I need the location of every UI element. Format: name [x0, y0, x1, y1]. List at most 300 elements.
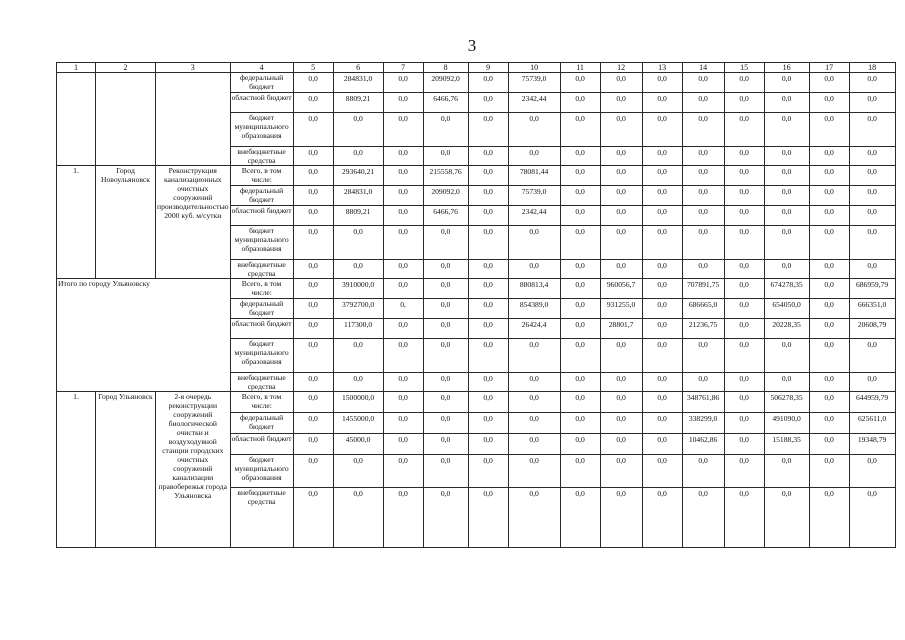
value-cell: 0,0	[423, 147, 468, 166]
value-cell: 0,0	[682, 373, 724, 392]
value-cell: 1500000,0	[333, 392, 383, 413]
value-cell: 215558,76	[423, 166, 468, 186]
funding-source-cell: внебюджетные средства	[230, 260, 293, 279]
value-cell: 0,0	[849, 186, 895, 206]
value-cell: 0,0	[383, 166, 423, 186]
value-cell: 28801,7	[600, 319, 642, 339]
funding-source-cell: Всего, в том числе:	[230, 392, 293, 413]
value-cell: 0,0	[809, 226, 849, 260]
value-cell: 0,0	[809, 373, 849, 392]
value-cell: 0,0	[423, 279, 468, 299]
value-cell: 0,0	[849, 488, 895, 548]
value-cell: 0,0	[293, 166, 333, 186]
value-cell: 0,0	[560, 413, 600, 434]
value-cell: 2342,44	[508, 93, 560, 113]
value-cell: 0,0	[600, 434, 642, 455]
value-cell: 0,0	[600, 166, 642, 186]
value-cell: 0,0	[724, 488, 764, 548]
value-cell: 0,0	[600, 260, 642, 279]
value-cell: 45000,0	[333, 434, 383, 455]
value-cell: 0,0	[764, 373, 809, 392]
value-cell: 0,0	[682, 113, 724, 147]
value-cell: 0,0	[724, 434, 764, 455]
value-cell: 0,0	[682, 186, 724, 206]
value-cell: 0,0	[383, 413, 423, 434]
value-cell: 0,0	[508, 392, 560, 413]
value-cell: 0,0	[724, 455, 764, 488]
value-cell: 0,0	[682, 73, 724, 93]
value-cell: 0,0	[682, 488, 724, 548]
value-cell: 0,0	[333, 226, 383, 260]
value-cell: 686959,79	[849, 279, 895, 299]
value-cell: 0,0	[560, 319, 600, 339]
row-number-cell: 1.	[57, 392, 96, 548]
value-cell: 0,0	[468, 93, 508, 113]
value-cell: 0,0	[423, 455, 468, 488]
value-cell: 0,0	[642, 373, 682, 392]
value-cell: 0,0	[560, 279, 600, 299]
value-cell: 3792700,0	[333, 299, 383, 319]
municipality-cell: Город Ульяновск	[96, 392, 156, 548]
column-number-header: 13	[642, 63, 682, 73]
value-cell: 0,0	[642, 93, 682, 113]
value-cell: 0,0	[560, 226, 600, 260]
value-cell: 644959,79	[849, 392, 895, 413]
value-cell: 0,0	[468, 488, 508, 548]
column-number-header: 15	[724, 63, 764, 73]
value-cell: 0,	[383, 299, 423, 319]
value-cell: 0,0	[724, 392, 764, 413]
value-cell: 0,0	[764, 73, 809, 93]
value-cell: 0,0	[849, 455, 895, 488]
funding-source-cell: бюджет муниципального образования	[230, 455, 293, 488]
value-cell: 0,0	[468, 226, 508, 260]
value-cell: 0,0	[293, 488, 333, 548]
value-cell: 0,0	[333, 488, 383, 548]
value-cell: 0,0	[764, 226, 809, 260]
value-cell: 0,0	[293, 434, 333, 455]
budget-table	[56, 62, 896, 548]
value-cell: 0,0	[809, 455, 849, 488]
value-cell: 0,0	[849, 166, 895, 186]
value-cell: 0,0	[642, 73, 682, 93]
value-cell: 117300,0	[333, 319, 383, 339]
value-cell: 0,0	[724, 226, 764, 260]
page-number: 3	[467, 36, 477, 55]
value-cell: 0,0	[724, 373, 764, 392]
value-cell: 0,0	[764, 186, 809, 206]
value-cell: 0,0	[724, 186, 764, 206]
value-cell: 0,0	[809, 260, 849, 279]
value-cell: 0,0	[293, 186, 333, 206]
value-cell: 0,0	[423, 319, 468, 339]
value-cell: 0,0	[468, 166, 508, 186]
object-name-cell: Реконструкция канализационных очистных сооружений производительностью 2000 куб. м/сутки	[156, 166, 231, 279]
column-number-header: 5	[293, 63, 333, 73]
value-cell: 0,0	[293, 93, 333, 113]
value-cell: 2342,44	[508, 206, 560, 226]
value-cell: 0,0	[764, 166, 809, 186]
column-number-header: 18	[849, 63, 895, 73]
value-cell: 0,0	[423, 260, 468, 279]
value-cell: 0,0	[293, 260, 333, 279]
value-cell: 0,0	[682, 339, 724, 373]
value-cell: 0,0	[642, 339, 682, 373]
value-cell: 0,0	[293, 373, 333, 392]
value-cell: 0,0	[764, 488, 809, 548]
value-cell: 0,0	[333, 260, 383, 279]
value-cell: 0,0	[508, 260, 560, 279]
value-cell: 0,0	[560, 113, 600, 147]
value-cell: 6466,76	[423, 206, 468, 226]
value-cell: 0,0	[383, 147, 423, 166]
funding-source-cell: бюджет муниципального образования	[230, 339, 293, 373]
value-cell: 0,0	[560, 166, 600, 186]
value-cell: 0,0	[383, 434, 423, 455]
value-cell: 0,0	[809, 147, 849, 166]
value-cell: 0,0	[724, 260, 764, 279]
value-cell: 0,0	[560, 488, 600, 548]
value-cell: 0,0	[423, 392, 468, 413]
value-cell: 0,0	[764, 147, 809, 166]
value-cell: 0,0	[724, 279, 764, 299]
value-cell: 21236,75	[682, 319, 724, 339]
column-number-header: 6	[333, 63, 383, 73]
value-cell: 0,0	[293, 455, 333, 488]
value-cell: 0,0	[560, 186, 600, 206]
value-cell: 0,0	[600, 113, 642, 147]
value-cell: 0,0	[809, 392, 849, 413]
municipality-cell: Город Новоульяновск	[96, 166, 156, 279]
value-cell: 0,0	[293, 413, 333, 434]
value-cell: 0,0	[293, 319, 333, 339]
value-cell: 666351,0	[849, 299, 895, 319]
value-cell: 0,0	[724, 339, 764, 373]
value-cell: 0,0	[642, 147, 682, 166]
table-row	[57, 166, 896, 186]
value-cell: 0,0	[560, 455, 600, 488]
value-cell: 0,0	[468, 147, 508, 166]
value-cell: 0,0	[560, 299, 600, 319]
value-cell: 0,0	[468, 392, 508, 413]
value-cell: 0,0	[849, 147, 895, 166]
value-cell: 0,0	[508, 434, 560, 455]
value-cell: 0,0	[849, 113, 895, 147]
row-number-cell	[57, 73, 96, 166]
municipality-cell	[96, 73, 156, 166]
funding-source-cell: внебюджетные средства	[230, 373, 293, 392]
value-cell: 0,0	[849, 73, 895, 93]
value-cell: 0,0	[682, 93, 724, 113]
value-cell: 0,0	[642, 206, 682, 226]
value-cell: 0,0	[809, 339, 849, 373]
value-cell: 0,0	[682, 260, 724, 279]
funding-source-cell: федеральный бюджет	[230, 413, 293, 434]
value-cell: 0,0	[724, 147, 764, 166]
value-cell: 0,0	[682, 455, 724, 488]
value-cell: 0,0	[383, 186, 423, 206]
value-cell: 0,0	[600, 206, 642, 226]
value-cell: 0,0	[468, 455, 508, 488]
column-number-header: 9	[468, 63, 508, 73]
value-cell: 0,0	[468, 339, 508, 373]
value-cell: 0,0	[642, 186, 682, 206]
value-cell: 0,0	[468, 260, 508, 279]
value-cell: 78081,44	[508, 166, 560, 186]
row-number-cell: 1.	[57, 166, 96, 279]
value-cell: 0,0	[849, 373, 895, 392]
value-cell: 880813,4	[508, 279, 560, 299]
column-number-header: 14	[682, 63, 724, 73]
value-cell: 0,0	[560, 392, 600, 413]
column-number-header: 10	[508, 63, 560, 73]
table-row	[57, 279, 896, 299]
value-cell: 0,0	[642, 413, 682, 434]
value-cell: 0,0	[383, 93, 423, 113]
value-cell: 0,0	[468, 206, 508, 226]
value-cell: 0,0	[468, 319, 508, 339]
value-cell: 0,0	[724, 299, 764, 319]
column-number-header: 11	[560, 63, 600, 73]
value-cell: 10462,86	[682, 434, 724, 455]
value-cell: 0,0	[383, 339, 423, 373]
value-cell: 0,0	[333, 373, 383, 392]
value-cell: 0,0	[423, 339, 468, 373]
value-cell: 0,0	[293, 339, 333, 373]
value-cell: 0,0	[642, 299, 682, 319]
value-cell: 0,0	[333, 455, 383, 488]
value-cell: 0,0	[468, 113, 508, 147]
value-cell: 0,0	[642, 488, 682, 548]
value-cell: 506278,35	[764, 392, 809, 413]
value-cell: 0,0	[600, 373, 642, 392]
value-cell: 0,0	[560, 93, 600, 113]
value-cell: 0,0	[600, 413, 642, 434]
value-cell: 0,0	[682, 147, 724, 166]
value-cell: 0,0	[600, 73, 642, 93]
value-cell: 0,0	[764, 339, 809, 373]
value-cell: 625611,0	[849, 413, 895, 434]
value-cell: 0,0	[600, 93, 642, 113]
value-cell: 0,0	[293, 226, 333, 260]
value-cell: 0,0	[600, 186, 642, 206]
value-cell: 0,0	[560, 147, 600, 166]
value-cell: 0,0	[642, 260, 682, 279]
value-cell: 0,0	[600, 392, 642, 413]
value-cell: 0,0	[809, 113, 849, 147]
value-cell: 654050,0	[764, 299, 809, 319]
column-number-header: 4	[230, 63, 293, 73]
object-name-cell: 2-я очередь реконструкции сооружений биологической очистки и воздуходувной станции городских очистных сооружений канализации правобережья города Ульяновска	[156, 392, 231, 548]
value-cell: 0,0	[600, 226, 642, 260]
value-cell: 0,0	[468, 186, 508, 206]
value-cell: 0,0	[764, 93, 809, 113]
value-cell: 0,0	[764, 260, 809, 279]
funding-source-cell: областной бюджет	[230, 319, 293, 339]
table-row	[57, 73, 896, 93]
value-cell: 931255,0	[600, 299, 642, 319]
funding-source-cell: Всего, в том числе:	[230, 279, 293, 299]
value-cell: 0,0	[293, 279, 333, 299]
column-number-header: 8	[423, 63, 468, 73]
value-cell: 209092,0	[423, 186, 468, 206]
column-number-header: 17	[809, 63, 849, 73]
value-cell: 0,0	[383, 455, 423, 488]
value-cell: 75739,0	[508, 186, 560, 206]
value-cell: 0,0	[600, 488, 642, 548]
value-cell: 0,0	[383, 392, 423, 413]
value-cell: 0,0	[468, 299, 508, 319]
table-row	[57, 392, 896, 413]
funding-source-cell: бюджет муниципального образования	[230, 226, 293, 260]
value-cell: 0,0	[333, 339, 383, 373]
funding-source-cell: внебюджетные средства	[230, 147, 293, 166]
funding-source-cell: бюджет муниципального образования	[230, 113, 293, 147]
value-cell: 0,0	[423, 413, 468, 434]
value-cell: 0,0	[724, 166, 764, 186]
value-cell: 0,0	[809, 186, 849, 206]
value-cell: 0,0	[383, 319, 423, 339]
value-cell: 854389,0	[508, 299, 560, 319]
value-cell: 209092,0	[423, 73, 468, 93]
value-cell: 19348,79	[849, 434, 895, 455]
value-cell: 20228,35	[764, 319, 809, 339]
value-cell: 0,0	[809, 73, 849, 93]
value-cell: 0,0	[423, 113, 468, 147]
object-name-cell	[156, 73, 231, 166]
value-cell: 0,0	[423, 226, 468, 260]
value-cell: 0,0	[508, 113, 560, 147]
value-cell: 0,0	[383, 373, 423, 392]
column-number-header: 12	[600, 63, 642, 73]
value-cell: 0,0	[642, 113, 682, 147]
funding-source-cell: областной бюджет	[230, 206, 293, 226]
value-cell: 1455000,0	[333, 413, 383, 434]
header-row	[57, 63, 896, 73]
value-cell: 284831,0	[333, 73, 383, 93]
value-cell: 0,0	[724, 113, 764, 147]
value-cell: 0,0	[423, 434, 468, 455]
value-cell: 6466,76	[423, 93, 468, 113]
value-cell: 0,0	[333, 147, 383, 166]
value-cell: 0,0	[642, 226, 682, 260]
value-cell: 674278,35	[764, 279, 809, 299]
column-number-header: 1	[57, 63, 96, 73]
value-cell: 0,0	[600, 147, 642, 166]
funding-source-cell: областной бюджет	[230, 93, 293, 113]
value-cell: 3910000,0	[333, 279, 383, 299]
value-cell: 0,0	[849, 226, 895, 260]
value-cell: 0,0	[560, 260, 600, 279]
funding-source-cell: внебюджетные средства	[230, 488, 293, 548]
value-cell: 0,0	[764, 455, 809, 488]
value-cell: 0,0	[508, 373, 560, 392]
value-cell: 0,0	[383, 488, 423, 548]
value-cell: 15188,35	[764, 434, 809, 455]
total-label-cell: Итого по городу Ульяновску	[57, 279, 231, 392]
value-cell: 0,0	[383, 206, 423, 226]
value-cell: 0,0	[809, 299, 849, 319]
value-cell: 0,0	[642, 319, 682, 339]
value-cell: 0,0	[423, 373, 468, 392]
value-cell: 686665,0	[682, 299, 724, 319]
column-number-header: 3	[156, 63, 231, 73]
value-cell: 0,0	[849, 260, 895, 279]
value-cell: 0,0	[682, 226, 724, 260]
value-cell: 0,0	[383, 73, 423, 93]
value-cell: 0,0	[508, 413, 560, 434]
value-cell: 75739,0	[508, 73, 560, 93]
column-number-header: 2	[96, 63, 156, 73]
value-cell: 0,0	[682, 206, 724, 226]
value-cell: 0,0	[423, 488, 468, 548]
value-cell: 0,0	[642, 392, 682, 413]
value-cell: 0,0	[293, 147, 333, 166]
value-cell: 0,0	[560, 339, 600, 373]
value-cell: 0,0	[764, 206, 809, 226]
value-cell: 348761,86	[682, 392, 724, 413]
value-cell: 0,0	[423, 299, 468, 319]
value-cell: 0,0	[508, 488, 560, 548]
value-cell: 0,0	[809, 319, 849, 339]
value-cell: 0,0	[849, 339, 895, 373]
value-cell: 0,0	[293, 299, 333, 319]
value-cell: 0,0	[809, 488, 849, 548]
value-cell: 0,0	[724, 413, 764, 434]
funding-source-cell: Всего, в том числе:	[230, 166, 293, 186]
value-cell: 20608,79	[849, 319, 895, 339]
value-cell: 0,0	[383, 260, 423, 279]
funding-source-cell: федеральный бюджет	[230, 299, 293, 319]
value-cell: 0,0	[333, 113, 383, 147]
value-cell: 0,0	[383, 279, 423, 299]
value-cell: 0,0	[508, 226, 560, 260]
value-cell: 0,0	[468, 279, 508, 299]
value-cell: 293640,21	[333, 166, 383, 186]
value-cell: 338299,0	[682, 413, 724, 434]
value-cell: 284831,0	[333, 186, 383, 206]
column-number-header: 7	[383, 63, 423, 73]
value-cell: 707891,75	[682, 279, 724, 299]
value-cell: 960056,7	[600, 279, 642, 299]
value-cell: 0,0	[724, 206, 764, 226]
value-cell: 0,0	[724, 73, 764, 93]
value-cell: 0,0	[468, 434, 508, 455]
value-cell: 0,0	[809, 206, 849, 226]
value-cell: 8809,21	[333, 93, 383, 113]
value-cell: 0,0	[508, 339, 560, 373]
value-cell: 0,0	[642, 455, 682, 488]
value-cell: 0,0	[508, 147, 560, 166]
value-cell: 0,0	[724, 93, 764, 113]
value-cell: 0,0	[849, 206, 895, 226]
value-cell: 0,0	[383, 226, 423, 260]
value-cell: 0,0	[600, 339, 642, 373]
value-cell: 0,0	[724, 319, 764, 339]
value-cell: 0,0	[293, 206, 333, 226]
value-cell: 491090,0	[764, 413, 809, 434]
value-cell: 0,0	[508, 455, 560, 488]
value-cell: 0,0	[809, 413, 849, 434]
value-cell: 0,0	[849, 93, 895, 113]
value-cell: 0,0	[293, 113, 333, 147]
value-cell: 0,0	[642, 166, 682, 186]
value-cell: 0,0	[764, 113, 809, 147]
value-cell: 0,0	[682, 166, 724, 186]
value-cell: 0,0	[293, 392, 333, 413]
value-cell: 0,0	[468, 413, 508, 434]
value-cell: 8809,21	[333, 206, 383, 226]
